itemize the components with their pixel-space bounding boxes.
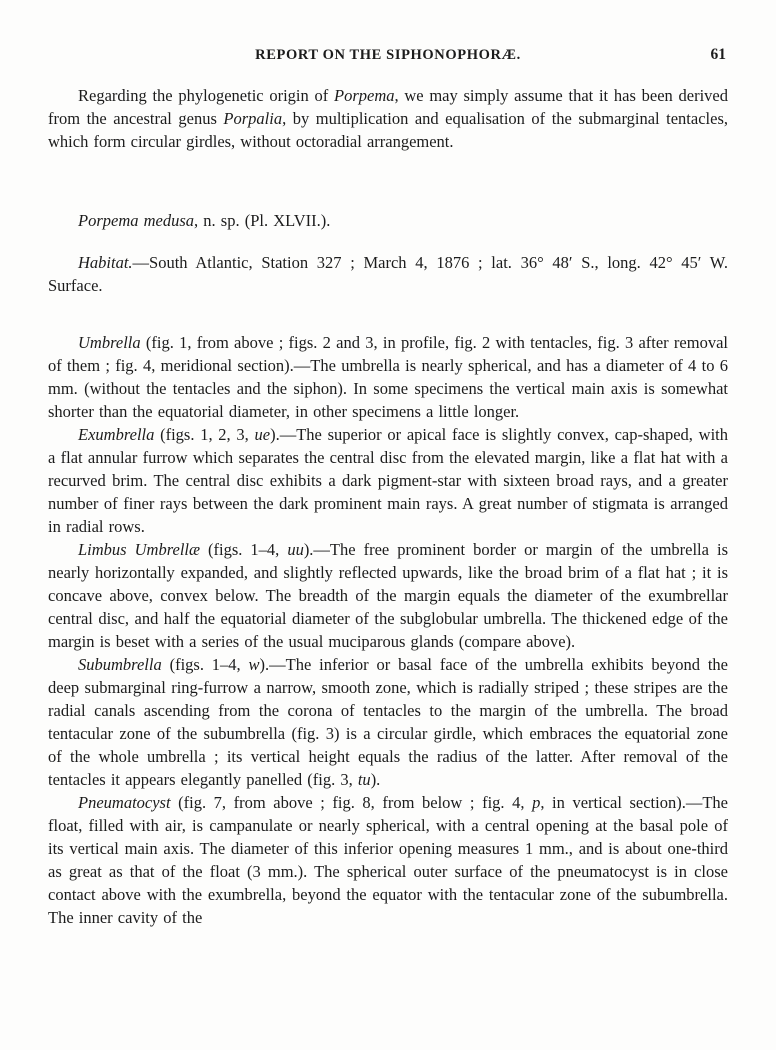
paragraph-pneumatocyst: Pneumatocyst (fig. 7, from above ; fig. 8, from below ; fig. 4, p, in vertical section).—The float, filled with air, is campanulate or nearly spherical, with a central opening at the basal pole of its vertical main axis. The diameter of this inferior opening measures 1 mm., and is about one-third as great as that of the float (3 mm.). The spherical outer surface of the pneumatocyst is in close contact above with the exumbrella, beyond the equator with the tentacular zone of the subumbrella. The inner cavity of the bbox=[48, 793, 728, 927]
page-number: 61 bbox=[710, 46, 726, 63]
paragraph-subumbrella: Subumbrella (figs. 1–4, w).—The inferior or basal face of the umbrella exhibits beyond the deep submarginal ring-furrow a narrow, smooth zone, which is radially striped ; these stripes are the radial canals ascending from the corona of tentacles to the margin of the umbrella. The broad tentacular zone of the subumbrella (fig. 3) is a circular girdle, which embraces the equatorial zone of the whole umbrella ; its vertical height equals the radius of the latter. After removal of the tentacles it appears elegantly panelled (fig. 3, tu). bbox=[48, 655, 728, 789]
paragraph-umbrella: Umbrella (fig. 1, from above ; figs. 2 and 3, in profile, fig. 2 with tentacles, fig. 3 after removal of them ; fig. 4, meridional section).—The umbrella is nearly spherical, and has a diameter of 4 to 6 mm. (without the tentacles and the siphon). In some specimens the vertical main axis is somewhat shorter than the equatorial diameter, in other specimens a little longer. bbox=[48, 333, 728, 421]
body-text bbox=[48, 84, 728, 929]
paragraph-intro: Regarding the phylogenetic origin of Porpema, we may simply assume that it has been derived from the ancestral genus Porpalia, by multiplication and equalisation of the submarginal tentacles, which form circular girdles, without octoradial arrangement. bbox=[48, 86, 728, 151]
paragraph-habitat: Habitat.—South Atlantic, Station 327 ; March 4, 1876 ; lat. 36° 48′ S., long. 42° 45′ W. Surface. bbox=[48, 253, 728, 295]
paragraph-species-heading: Porpema medusa, n. sp. (Pl. XLVII.). bbox=[78, 211, 331, 230]
page-title: REPORT ON THE SIPHONOPHORÆ. bbox=[255, 47, 521, 63]
running-head bbox=[48, 44, 728, 68]
paragraph-limbus-umbrellae: Limbus Umbrellæ (figs. 1–4, uu).—The free prominent border or margin of the umbrella is nearly horizontally expanded, and slightly reflected upwards, like the broad brim of a flat hat ; it is concave above, convex below. The breadth of the margin equals the diameter of the exumbrellar central disc, and half the equatorial diameter of the subglobular umbrella. The thickened edge of the margin is beset with a series of the usual muciparous glands (compare above). bbox=[48, 540, 728, 651]
paragraph-exumbrella: Exumbrella (figs. 1, 2, 3, ue).—The superior or apical face is slightly convex, cap-shaped, with a flat annular furrow which separates the central disc from the elevated margin, like a flat hat with a recurved brim. The central disc exhibits a dark pigment-star with sixteen broad rays, and a greater number of finer rays between the dark prominent main rays. A great number of stigmata is arranged in radial rows. bbox=[48, 425, 728, 536]
